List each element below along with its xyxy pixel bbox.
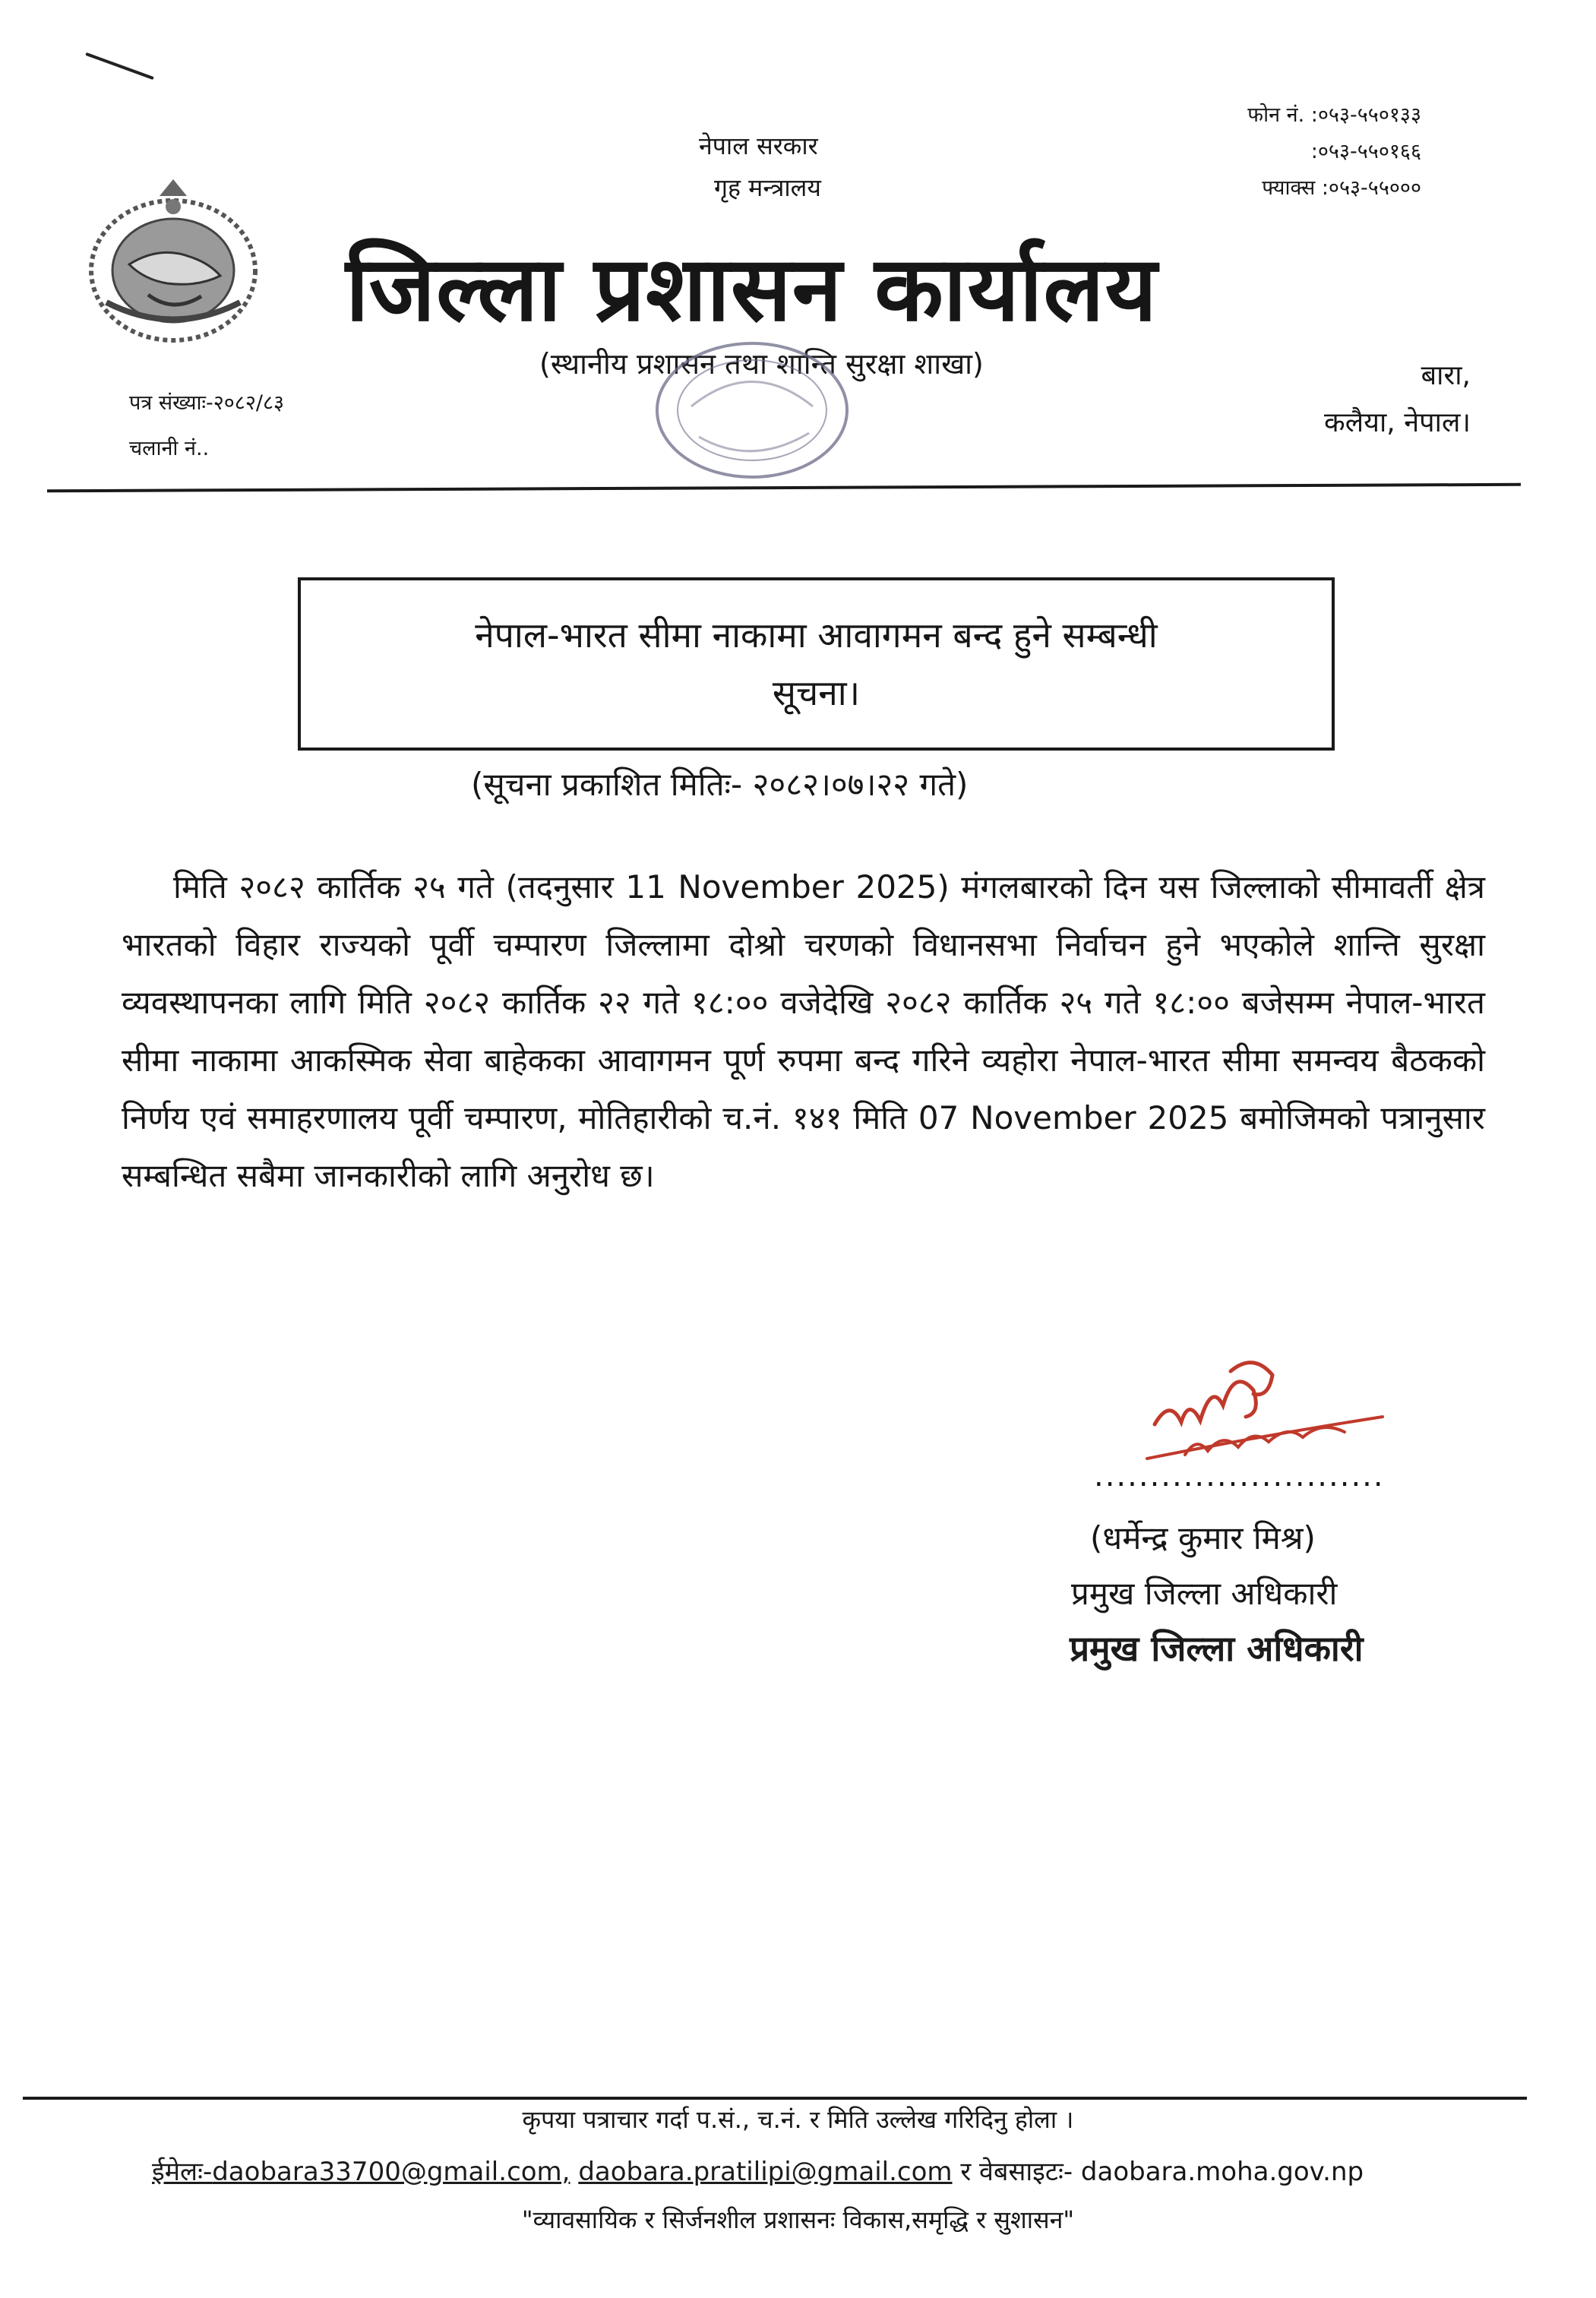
- notice-subject: [301, 606, 1332, 722]
- signature-line: ..........................: [1094, 1459, 1385, 1494]
- office-title: जिल्ला प्रशासन कार्यालय: [346, 236, 1158, 341]
- website-label: र वेबसाइटः-: [952, 2157, 1081, 2187]
- contact-block: [1247, 97, 1421, 207]
- footer-slogan: "व्यावसायिक र सिर्जनशील प्रशासनः विकास,समृद्धि र सुशासन": [521, 2205, 1075, 2234]
- office-subtitle: (स्थानीय प्रशासन तथा शान्ति सुरक्षा शाखा): [539, 347, 984, 381]
- letter-number: पत्र संख्याः-२०८२/८३: [129, 391, 285, 415]
- email-link-2[interactable]: daobara.pratilipi@gmail.com: [578, 2157, 953, 2187]
- signer-title-stamp: प्रमुख जिल्ला अधिकारी: [1070, 1628, 1364, 1669]
- footer-instruction: कृपया पत्राचार गर्दा प.सं., च.नं. र मिति उल्लेख गरिदिनु होला ।: [522, 2105, 1074, 2134]
- website-link[interactable]: daobara.moha.gov.np: [1080, 2157, 1364, 2187]
- footer-contact: [152, 2153, 1364, 2188]
- footer-divider: [23, 2097, 1527, 2100]
- subject-box: [298, 577, 1335, 751]
- fax-number: फ्याक्स :०५३-५५०००: [1262, 176, 1421, 200]
- office-stamp: [630, 334, 866, 494]
- phone-number-1: फोन नं. :०५३-५५०१३३: [1247, 103, 1421, 127]
- subject-line-1: नेपाल-भारत सीमा नाकामा आवागमन बन्द हुने सम्बन्धी: [475, 615, 1158, 656]
- subject-line-2: सूचना।: [772, 672, 861, 713]
- signer-name: (धर्मेन्द्र कुमार मिश्र): [1090, 1519, 1316, 1557]
- pen-mark: [85, 52, 154, 80]
- publication-date: (सूचना प्रकाशित मितिः- २०८२।०७।२२ गते): [471, 766, 969, 803]
- phone-number-2: :०५३-५५०१६६: [1310, 140, 1421, 163]
- signer-title: प्रमुख जिल्ला अधिकारी: [1071, 1575, 1338, 1612]
- government-name: नेपाल सरकार: [699, 131, 818, 160]
- ministry-name: गृह मन्त्रालय: [714, 173, 821, 202]
- notice-body: मिति २०८२ कार्तिक २५ गते (तदनुसार 11 November 2025) मंगलबारको दिन यस जिल्लाको सीमावर्ती क्षेत्र भारतको विहार राज्यको पूर्वी चम्पारण जिल्लामा दोश्रो चरणको विधानसभा निर्वाचन हुने भएकोले शान्ति सुरक्षा व्यवस्थापनका लागि मिति २०८२ कार्तिक २२ गते १८:०० वजेदेखि २०८२ कार्तिक २५ गते १८:०० बजेसम्म नेपाल-भारत सीमा नाकामा आकस्मिक सेवा बाहेकका आवागमन पूर्ण रुपमा बन्द गरिने व्यहोरा नेपाल-भारत सीमा समन्वय बैठकको निर्णय एवं समाहरणालय पूर्वी चम्पारण, मोतिहारीको च.नं. १४१ मिति 07 November 2025 बमोजिमको पत्रानुसार सम्बन्धित सबैमा जानकारीको लागि अनुरोध छ।: [122, 868, 1485, 1194]
- email-link-1[interactable]: daobara33700@gmail.com,: [212, 2157, 570, 2187]
- address-district: बारा,: [1421, 360, 1471, 391]
- email-label: ईमेलः-: [152, 2157, 213, 2187]
- dispatch-number: चलानी नं..: [129, 437, 210, 460]
- government-emblem-icon: [76, 173, 270, 348]
- address-city: कलैया, नेपाल।: [1324, 407, 1471, 438]
